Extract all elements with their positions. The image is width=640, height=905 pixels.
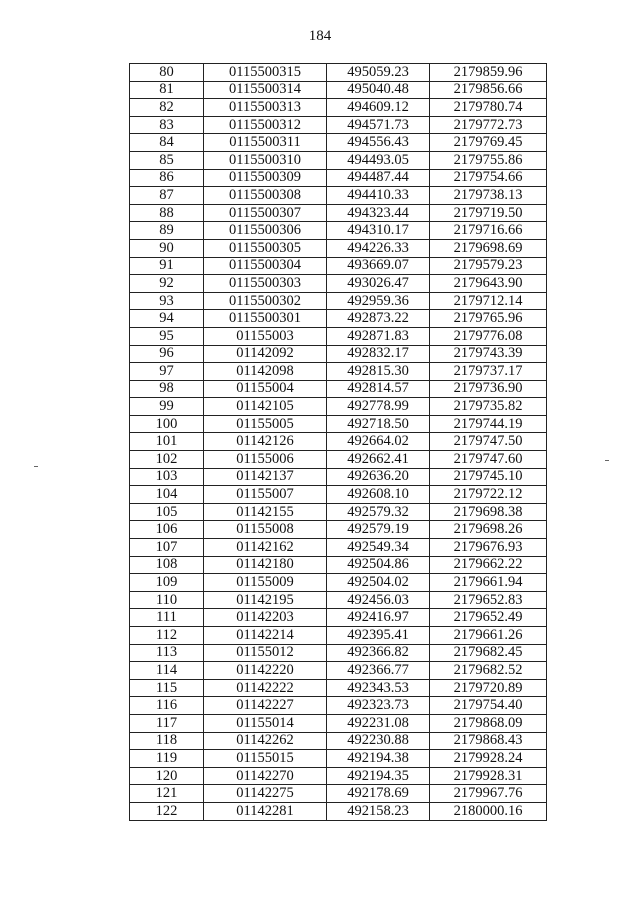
row-index-cell: 101 bbox=[130, 433, 204, 451]
code-cell: 0115500305 bbox=[204, 239, 327, 257]
code-cell: 01142126 bbox=[204, 433, 327, 451]
table-row bbox=[130, 679, 547, 697]
row-index-cell: 111 bbox=[130, 609, 204, 627]
code-cell: 01155006 bbox=[204, 451, 327, 469]
table-row bbox=[130, 327, 547, 345]
y-coordinate-cell: 2179754.40 bbox=[430, 697, 547, 715]
row-index-cell: 112 bbox=[130, 627, 204, 645]
table-row bbox=[130, 627, 547, 645]
y-coordinate-cell: 2179698.69 bbox=[430, 239, 547, 257]
table-row bbox=[130, 451, 547, 469]
code-cell: 0115500308 bbox=[204, 187, 327, 205]
y-coordinate-cell: 2179755.86 bbox=[430, 151, 547, 169]
x-coordinate-cell: 494609.12 bbox=[327, 99, 430, 117]
code-cell: 01142162 bbox=[204, 539, 327, 557]
y-coordinate-cell: 2180000.16 bbox=[430, 802, 547, 820]
code-cell: 01142227 bbox=[204, 697, 327, 715]
row-index-cell: 108 bbox=[130, 556, 204, 574]
code-cell: 01155007 bbox=[204, 486, 327, 504]
row-index-cell: 98 bbox=[130, 380, 204, 398]
table-row bbox=[130, 539, 547, 557]
code-cell: 0115500311 bbox=[204, 134, 327, 152]
row-index-cell: 88 bbox=[130, 204, 204, 222]
code-cell: 01142222 bbox=[204, 679, 327, 697]
code-cell: 01142203 bbox=[204, 609, 327, 627]
table-row bbox=[130, 187, 547, 205]
table-row bbox=[130, 662, 547, 680]
x-coordinate-cell: 492194.35 bbox=[327, 767, 430, 785]
y-coordinate-cell: 2179780.74 bbox=[430, 99, 547, 117]
x-coordinate-cell: 495040.48 bbox=[327, 81, 430, 99]
table-row bbox=[130, 574, 547, 592]
x-coordinate-cell: 492158.23 bbox=[327, 802, 430, 820]
y-coordinate-cell: 2179676.93 bbox=[430, 539, 547, 557]
y-coordinate-cell: 2179652.49 bbox=[430, 609, 547, 627]
y-coordinate-cell: 2179765.96 bbox=[430, 310, 547, 328]
code-cell: 01155014 bbox=[204, 714, 327, 732]
row-index-cell: 94 bbox=[130, 310, 204, 328]
x-coordinate-cell: 492871.83 bbox=[327, 327, 430, 345]
row-index-cell: 97 bbox=[130, 363, 204, 381]
row-index-cell: 100 bbox=[130, 415, 204, 433]
code-cell: 01142105 bbox=[204, 398, 327, 416]
y-coordinate-cell: 2179737.17 bbox=[430, 363, 547, 381]
scan-mark-right bbox=[605, 460, 609, 461]
table-row bbox=[130, 750, 547, 768]
table-row bbox=[130, 697, 547, 715]
y-coordinate-cell: 2179579.23 bbox=[430, 257, 547, 275]
table-row bbox=[130, 644, 547, 662]
table-row bbox=[130, 732, 547, 750]
table-row bbox=[130, 486, 547, 504]
table-row bbox=[130, 503, 547, 521]
y-coordinate-cell: 2179747.60 bbox=[430, 451, 547, 469]
row-index-cell: 114 bbox=[130, 662, 204, 680]
x-coordinate-cell: 492178.69 bbox=[327, 785, 430, 803]
x-coordinate-cell: 492579.32 bbox=[327, 503, 430, 521]
row-index-cell: 118 bbox=[130, 732, 204, 750]
x-coordinate-cell: 494571.73 bbox=[327, 116, 430, 134]
y-coordinate-cell: 2179776.08 bbox=[430, 327, 547, 345]
code-cell: 0115500304 bbox=[204, 257, 327, 275]
y-coordinate-cell: 2179716.66 bbox=[430, 222, 547, 240]
x-coordinate-cell: 492815.30 bbox=[327, 363, 430, 381]
row-index-cell: 122 bbox=[130, 802, 204, 820]
row-index-cell: 95 bbox=[130, 327, 204, 345]
table-row bbox=[130, 116, 547, 134]
table-row bbox=[130, 257, 547, 275]
row-index-cell: 83 bbox=[130, 116, 204, 134]
code-cell: 01142275 bbox=[204, 785, 327, 803]
y-coordinate-cell: 2179661.26 bbox=[430, 627, 547, 645]
code-cell: 0115500306 bbox=[204, 222, 327, 240]
row-index-cell: 90 bbox=[130, 239, 204, 257]
table-row bbox=[130, 64, 547, 82]
y-coordinate-cell: 2179772.73 bbox=[430, 116, 547, 134]
y-coordinate-cell: 2179769.45 bbox=[430, 134, 547, 152]
x-coordinate-cell: 492231.08 bbox=[327, 714, 430, 732]
code-cell: 01142137 bbox=[204, 468, 327, 486]
code-cell: 01142155 bbox=[204, 503, 327, 521]
y-coordinate-cell: 2179720.89 bbox=[430, 679, 547, 697]
code-cell: 0115500301 bbox=[204, 310, 327, 328]
y-coordinate-cell: 2179868.43 bbox=[430, 732, 547, 750]
x-coordinate-cell: 492636.20 bbox=[327, 468, 430, 486]
table-row bbox=[130, 151, 547, 169]
y-coordinate-cell: 2179856.66 bbox=[430, 81, 547, 99]
code-cell: 0115500313 bbox=[204, 99, 327, 117]
row-index-cell: 96 bbox=[130, 345, 204, 363]
code-cell: 0115500307 bbox=[204, 204, 327, 222]
table-row bbox=[130, 292, 547, 310]
y-coordinate-cell: 2179744.19 bbox=[430, 415, 547, 433]
row-index-cell: 86 bbox=[130, 169, 204, 187]
x-coordinate-cell: 494487.44 bbox=[327, 169, 430, 187]
y-coordinate-cell: 2179698.26 bbox=[430, 521, 547, 539]
y-coordinate-cell: 2179736.90 bbox=[430, 380, 547, 398]
code-cell: 0115500310 bbox=[204, 151, 327, 169]
table-row bbox=[130, 345, 547, 363]
table-row bbox=[130, 239, 547, 257]
code-cell: 0115500302 bbox=[204, 292, 327, 310]
code-cell: 0115500303 bbox=[204, 275, 327, 293]
x-coordinate-cell: 492832.17 bbox=[327, 345, 430, 363]
x-coordinate-cell: 492873.22 bbox=[327, 310, 430, 328]
y-coordinate-cell: 2179735.82 bbox=[430, 398, 547, 416]
scan-mark-left bbox=[34, 466, 38, 467]
code-cell: 01142195 bbox=[204, 591, 327, 609]
code-cell: 01142092 bbox=[204, 345, 327, 363]
code-cell: 01142214 bbox=[204, 627, 327, 645]
x-coordinate-cell: 494226.33 bbox=[327, 239, 430, 257]
table-row bbox=[130, 714, 547, 732]
table-row bbox=[130, 591, 547, 609]
code-cell: 0115500312 bbox=[204, 116, 327, 134]
row-index-cell: 116 bbox=[130, 697, 204, 715]
y-coordinate-cell: 2179745.10 bbox=[430, 468, 547, 486]
code-cell: 01142180 bbox=[204, 556, 327, 574]
table-row bbox=[130, 556, 547, 574]
row-index-cell: 119 bbox=[130, 750, 204, 768]
row-index-cell: 115 bbox=[130, 679, 204, 697]
y-coordinate-cell: 2179682.45 bbox=[430, 644, 547, 662]
page-number: 184 bbox=[308, 28, 332, 44]
coordinates-table bbox=[129, 63, 547, 821]
code-cell: 01142262 bbox=[204, 732, 327, 750]
y-coordinate-cell: 2179928.31 bbox=[430, 767, 547, 785]
x-coordinate-cell: 492343.53 bbox=[327, 679, 430, 697]
row-index-cell: 103 bbox=[130, 468, 204, 486]
y-coordinate-cell: 2179652.83 bbox=[430, 591, 547, 609]
x-coordinate-cell: 494410.33 bbox=[327, 187, 430, 205]
x-coordinate-cell: 492366.77 bbox=[327, 662, 430, 680]
x-coordinate-cell: 492814.57 bbox=[327, 380, 430, 398]
row-index-cell: 89 bbox=[130, 222, 204, 240]
table-row bbox=[130, 802, 547, 820]
table-row bbox=[130, 363, 547, 381]
table-row bbox=[130, 433, 547, 451]
x-coordinate-cell: 494493.05 bbox=[327, 151, 430, 169]
x-coordinate-cell: 492579.19 bbox=[327, 521, 430, 539]
y-coordinate-cell: 2179719.50 bbox=[430, 204, 547, 222]
row-index-cell: 84 bbox=[130, 134, 204, 152]
y-coordinate-cell: 2179643.90 bbox=[430, 275, 547, 293]
row-index-cell: 110 bbox=[130, 591, 204, 609]
code-cell: 01155003 bbox=[204, 327, 327, 345]
x-coordinate-cell: 493026.47 bbox=[327, 275, 430, 293]
y-coordinate-cell: 2179868.09 bbox=[430, 714, 547, 732]
x-coordinate-cell: 492194.38 bbox=[327, 750, 430, 768]
code-cell: 01142270 bbox=[204, 767, 327, 785]
code-cell: 01155012 bbox=[204, 644, 327, 662]
row-index-cell: 109 bbox=[130, 574, 204, 592]
y-coordinate-cell: 2179743.39 bbox=[430, 345, 547, 363]
y-coordinate-cell: 2179967.76 bbox=[430, 785, 547, 803]
y-coordinate-cell: 2179722.12 bbox=[430, 486, 547, 504]
code-cell: 0115500314 bbox=[204, 81, 327, 99]
row-index-cell: 93 bbox=[130, 292, 204, 310]
table-row bbox=[130, 785, 547, 803]
x-coordinate-cell: 492230.88 bbox=[327, 732, 430, 750]
code-cell: 01142098 bbox=[204, 363, 327, 381]
row-index-cell: 81 bbox=[130, 81, 204, 99]
table-row bbox=[130, 222, 547, 240]
x-coordinate-cell: 494323.44 bbox=[327, 204, 430, 222]
x-coordinate-cell: 492549.34 bbox=[327, 539, 430, 557]
row-index-cell: 99 bbox=[130, 398, 204, 416]
table-row bbox=[130, 310, 547, 328]
y-coordinate-cell: 2179738.13 bbox=[430, 187, 547, 205]
table-row bbox=[130, 275, 547, 293]
row-index-cell: 104 bbox=[130, 486, 204, 504]
table-row bbox=[130, 468, 547, 486]
code-cell: 0115500309 bbox=[204, 169, 327, 187]
row-index-cell: 91 bbox=[130, 257, 204, 275]
code-cell: 0115500315 bbox=[204, 64, 327, 82]
row-index-cell: 82 bbox=[130, 99, 204, 117]
table-row bbox=[130, 767, 547, 785]
y-coordinate-cell: 2179712.14 bbox=[430, 292, 547, 310]
x-coordinate-cell: 492718.50 bbox=[327, 415, 430, 433]
row-index-cell: 105 bbox=[130, 503, 204, 521]
y-coordinate-cell: 2179698.38 bbox=[430, 503, 547, 521]
y-coordinate-cell: 2179747.50 bbox=[430, 433, 547, 451]
x-coordinate-cell: 492778.99 bbox=[327, 398, 430, 416]
table-row bbox=[130, 380, 547, 398]
row-index-cell: 87 bbox=[130, 187, 204, 205]
code-cell: 01142220 bbox=[204, 662, 327, 680]
x-coordinate-cell: 493669.07 bbox=[327, 257, 430, 275]
y-coordinate-cell: 2179754.66 bbox=[430, 169, 547, 187]
table-row bbox=[130, 81, 547, 99]
x-coordinate-cell: 492959.36 bbox=[327, 292, 430, 310]
x-coordinate-cell: 492504.86 bbox=[327, 556, 430, 574]
code-cell: 01155005 bbox=[204, 415, 327, 433]
y-coordinate-cell: 2179662.22 bbox=[430, 556, 547, 574]
x-coordinate-cell: 492664.02 bbox=[327, 433, 430, 451]
row-index-cell: 107 bbox=[130, 539, 204, 557]
table-row bbox=[130, 99, 547, 117]
table-row bbox=[130, 609, 547, 627]
code-cell: 01155004 bbox=[204, 380, 327, 398]
x-coordinate-cell: 492504.02 bbox=[327, 574, 430, 592]
row-index-cell: 113 bbox=[130, 644, 204, 662]
coordinates-table-body bbox=[130, 64, 547, 821]
table-row bbox=[130, 521, 547, 539]
table-row bbox=[130, 134, 547, 152]
row-index-cell: 121 bbox=[130, 785, 204, 803]
code-cell: 01155009 bbox=[204, 574, 327, 592]
row-index-cell: 92 bbox=[130, 275, 204, 293]
x-coordinate-cell: 492395.41 bbox=[327, 627, 430, 645]
y-coordinate-cell: 2179661.94 bbox=[430, 574, 547, 592]
row-index-cell: 85 bbox=[130, 151, 204, 169]
row-index-cell: 117 bbox=[130, 714, 204, 732]
x-coordinate-cell: 492416.97 bbox=[327, 609, 430, 627]
x-coordinate-cell: 492662.41 bbox=[327, 451, 430, 469]
code-cell: 01155015 bbox=[204, 750, 327, 768]
table-row bbox=[130, 204, 547, 222]
x-coordinate-cell: 492323.73 bbox=[327, 697, 430, 715]
x-coordinate-cell: 492608.10 bbox=[327, 486, 430, 504]
code-cell: 01155008 bbox=[204, 521, 327, 539]
code-cell: 01142281 bbox=[204, 802, 327, 820]
x-coordinate-cell: 492456.03 bbox=[327, 591, 430, 609]
x-coordinate-cell: 494310.17 bbox=[327, 222, 430, 240]
table-row bbox=[130, 415, 547, 433]
x-coordinate-cell: 494556.43 bbox=[327, 134, 430, 152]
row-index-cell: 120 bbox=[130, 767, 204, 785]
table-row bbox=[130, 398, 547, 416]
x-coordinate-cell: 492366.82 bbox=[327, 644, 430, 662]
row-index-cell: 80 bbox=[130, 64, 204, 82]
x-coordinate-cell: 495059.23 bbox=[327, 64, 430, 82]
table-row bbox=[130, 169, 547, 187]
y-coordinate-cell: 2179682.52 bbox=[430, 662, 547, 680]
y-coordinate-cell: 2179859.96 bbox=[430, 64, 547, 82]
row-index-cell: 102 bbox=[130, 451, 204, 469]
y-coordinate-cell: 2179928.24 bbox=[430, 750, 547, 768]
row-index-cell: 106 bbox=[130, 521, 204, 539]
